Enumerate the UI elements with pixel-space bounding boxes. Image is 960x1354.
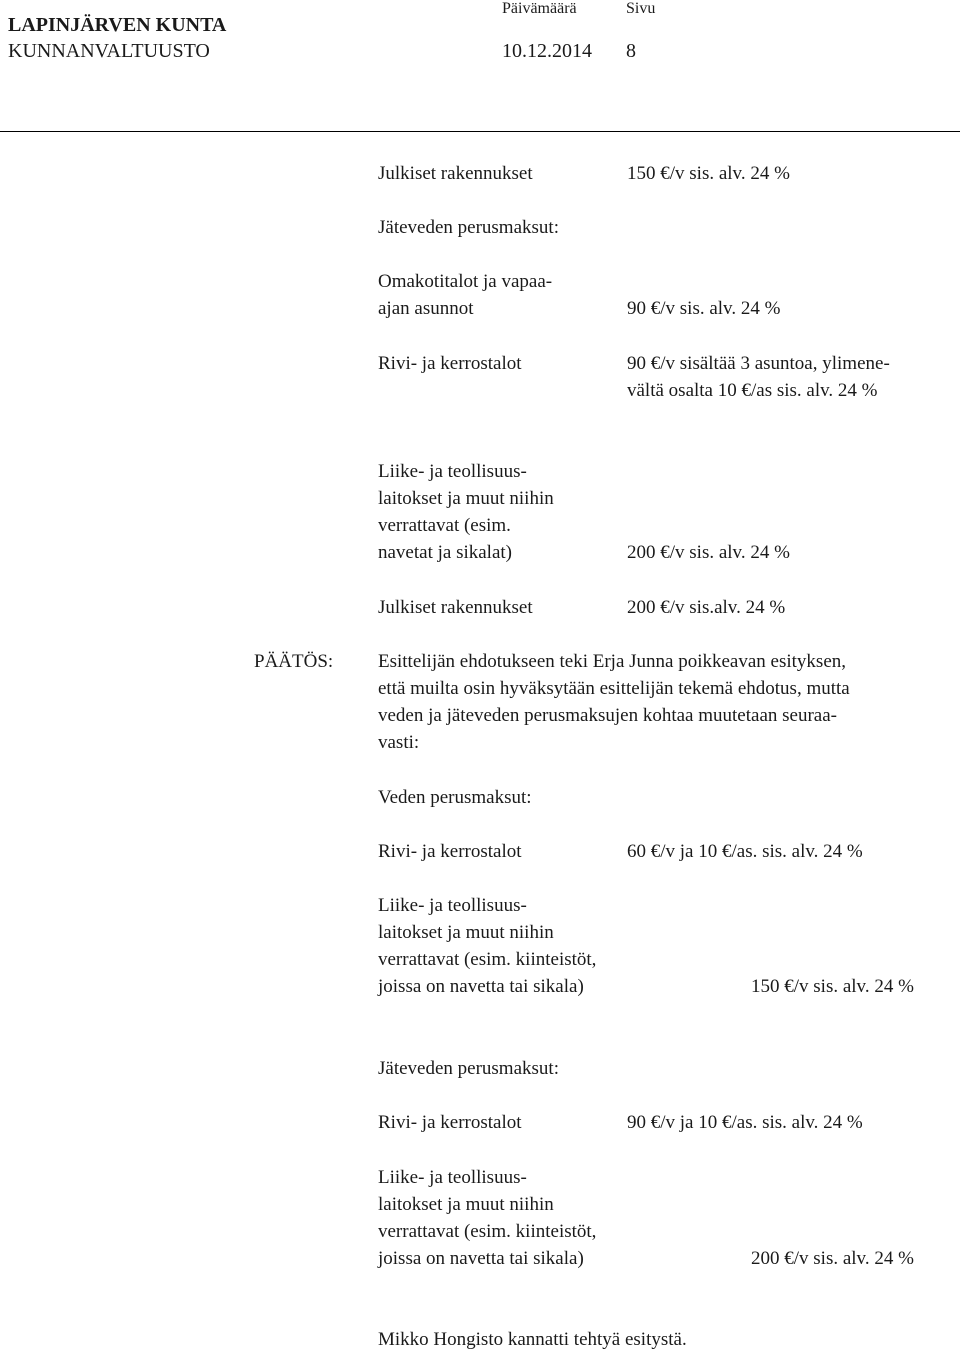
wastewater-rows-value: 90 €/v ja 10 €/as. sis. alv. 24 % [627,1112,863,1133]
business-label-line: Liike- ja teollisuus- [378,461,527,482]
wastewater-business-label-line: laitokset ja muut niihin [378,1194,554,1215]
detached-label-line: Omakotitalot ja vapaa- [378,271,553,292]
decision-text-line: vasti: [378,732,420,753]
public-buildings-value: 150 €/v sis. alv. 24 % [627,163,790,184]
business-label-line: laitokset ja muut niihin [378,488,554,509]
business-label-line: navetat ja sikalat) [378,542,512,563]
water-business-label-line: Liike- ja teollisuus- [378,895,527,916]
page-number: 8 [626,40,636,62]
public-buildings-ww-value: 200 €/v sis.alv. 24 % [627,597,786,618]
water-rows-value: 60 €/v ja 10 €/as. sis. alv. 24 % [627,841,863,862]
decision-text-line: Esittelijän ehdotukseen teki Erja Junna poikkeavan esityksen, [378,651,847,672]
public-buildings-label: Julkiset rakennukset [378,163,533,184]
water-business-label-line: joissa on navetta tai sikala) [378,976,584,997]
date-label: Päivämäärä [502,0,577,17]
detached-label-line: ajan asunnot [378,298,474,319]
page-label: Sivu [626,0,656,17]
decision-label: PÄÄTÖS: [254,651,334,672]
wastewater-business-label-line: Liike- ja teollisuus- [378,1167,527,1188]
water-business-label-line: laitokset ja muut niihin [378,922,554,943]
row-houses-value-line: 90 €/v sisältää 3 asuntoa, ylimene- [627,353,890,374]
wastewater-business-label-line: verrattavat (esim. kiinteistöt, [378,1221,597,1242]
business-label-line: verrattavat (esim. [378,515,511,536]
detached-value: 90 €/v sis. alv. 24 % [627,298,781,319]
water-business-value: 150 €/v sis. alv. 24 % [751,976,914,997]
body-name: KUNNANVALTUUSTO [8,40,210,62]
business-value: 200 €/v sis. alv. 24 % [627,542,790,563]
water-business-label-line: verrattavat (esim. kiinteistöt, [378,949,597,970]
wastewater-business-label-line: joissa on navetta tai sikala) [378,1248,584,1269]
date-value: 10.12.2014 [502,40,592,62]
water-rows-label: Rivi- ja kerrostalot [378,841,522,862]
org-name: LAPINJÄRVEN KUNTA [8,14,227,36]
wastewater-heading-2: Jäteveden perusmaksut: [378,1058,559,1079]
row-houses-value-line: vältä osalta 10 €/as sis. alv. 24 % [627,380,878,401]
wastewater-business-value: 200 €/v sis. alv. 24 % [751,1248,914,1269]
header-divider [0,131,960,132]
wastewater-heading: Jäteveden perusmaksut: [378,217,559,238]
wastewater-rows-label: Rivi- ja kerrostalot [378,1112,522,1133]
water-heading: Veden perusmaksut: [378,787,532,808]
public-buildings-ww-label: Julkiset rakennukset [378,597,533,618]
row-houses-label: Rivi- ja kerrostalot [378,353,522,374]
decision-text-line: veden ja jäteveden perusmaksujen kohtaa muutetaan seuraa- [378,705,837,726]
decision-text-line: että muilta osin hyväksytään esittelijän tekemä ehdotus, mutta [378,678,850,699]
support-statement: Mikko Hongisto kannatti tehtyä esitystä. [378,1329,687,1350]
